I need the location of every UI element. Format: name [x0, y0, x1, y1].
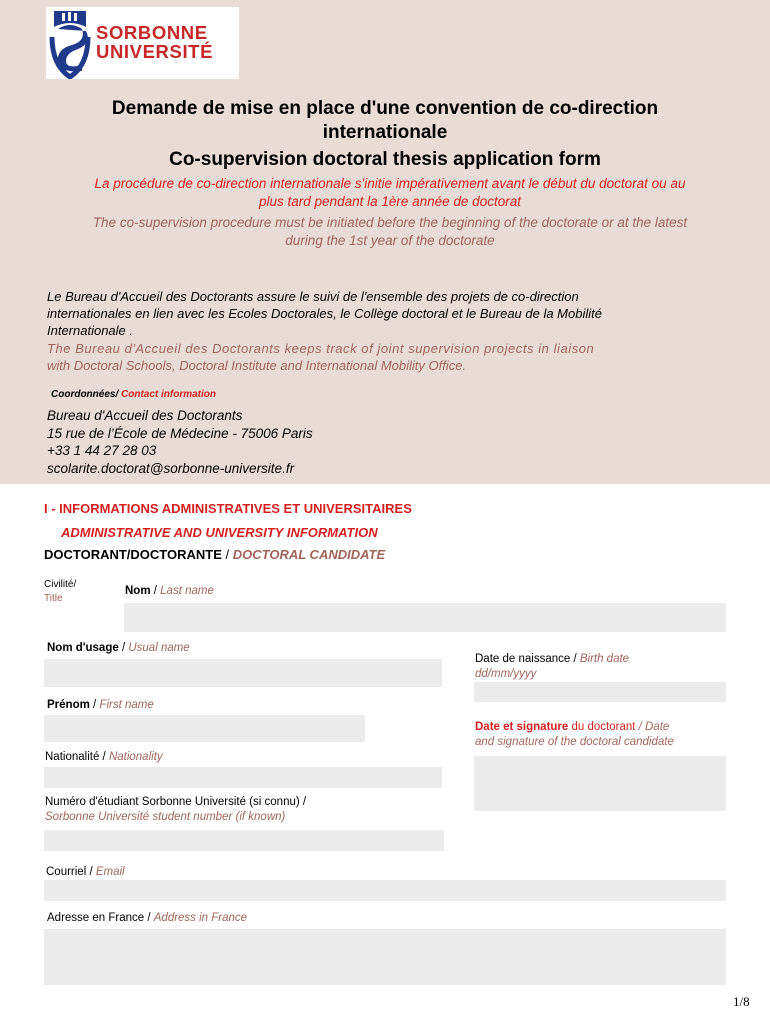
birthdate-field[interactable] [474, 682, 726, 702]
address-label-en: Address in France [153, 912, 248, 924]
signature-label-fr-bold: Date et signature [475, 721, 569, 733]
email-field[interactable] [44, 880, 726, 901]
address-field[interactable] [44, 929, 726, 985]
candidate-subheading [44, 547, 385, 562]
studentnum-field[interactable] [44, 830, 444, 851]
nationality-label-en: Nationality [108, 751, 163, 763]
title-fr-line1: Demande de mise en place d'une convention de co-direction [111, 98, 659, 119]
firstname-field[interactable] [44, 715, 365, 742]
civility-label [44, 578, 76, 606]
nationality-label-fr: Nationalité / [45, 751, 109, 763]
nationality-field[interactable] [44, 767, 442, 788]
logo-text-line2: UNIVERSITÉ [96, 41, 214, 62]
intro-fr-line1: Le Bureau d'Accueil des Doctorants assure le suivi de l'ensemble des projets de co-direction [47, 289, 579, 304]
logo-text-line1: SORBONNE [96, 22, 208, 43]
birthdate-label [475, 652, 629, 682]
notice-en-line1: The co-supervision procedure must be initiated before the beginning of the doctorate or at the latest [92, 215, 688, 230]
usualname-field[interactable] [44, 659, 442, 687]
lastname-label-sep: / [150, 585, 161, 597]
firstname-label-sep: / [89, 699, 100, 711]
firstname-label [47, 698, 154, 713]
civility-label-fr: Civilité/ [44, 579, 77, 590]
usualname-label [47, 641, 190, 656]
title-en: Co-supervision doctoral thesis application form [169, 149, 601, 170]
civility-label-en: Title [44, 593, 63, 604]
notice-fr-line2: plus tard pendant la 1ère année de doctorat [259, 194, 521, 209]
contact-email[interactable]: scolarite.doctorat@sorbonne-universite.fr [47, 461, 295, 476]
lastname-label-en: Last name [160, 585, 214, 597]
notice-fr-line1: La procédure de co-direction internationale s'initie impérativement avant le début du doctorat ou au [94, 176, 686, 191]
address-line1: Bureau d'Accueil des Doctorants [47, 408, 243, 423]
contact-label-fr: Coordonnées/ [51, 389, 119, 400]
intro-fr-line2: internationales en lien avec les Ecoles Doctorales, le Collège doctoral et le Bureau de la Mobilité [47, 306, 602, 321]
address-line3: +33 1 44 27 28 03 [47, 443, 157, 458]
studentnum-label [45, 795, 306, 825]
address-label [47, 911, 247, 926]
usualname-label-sep: / [118, 642, 129, 654]
candidate-subheading-en: DOCTORAL CANDIDATE [232, 547, 386, 562]
lastname-label-fr: Nom [125, 585, 151, 597]
signature-label [475, 720, 735, 750]
nationality-label [45, 750, 163, 765]
section-title-fr: I - INFORMATIONS ADMINISTRATIVES ET UNIVERSITAIRES [44, 501, 412, 516]
lastname-label [125, 584, 214, 599]
address-line2: 15 rue de l’École de Médecine - 75006 Paris [47, 426, 313, 441]
email-label [46, 865, 125, 880]
studentnum-label-en: Sorbonne Université student number (if known) [45, 811, 286, 823]
section-title-en: ADMINISTRATIVE AND UNIVERSITY INFORMATION [61, 525, 378, 540]
address-label-fr: Adresse en France / [47, 912, 154, 924]
usualname-label-en: Usual name [128, 642, 190, 654]
studentnum-label-fr: Numéro d'étudiant Sorbonne Université (si connu) / [45, 796, 307, 808]
signature-label-fr-rest: du doctorant [568, 721, 636, 733]
intro-en-line1: The Bureau d'Accueil des Doctorants keeps track of joint supervision projects in liaison [47, 341, 595, 356]
sorbonne-emblem-icon [46, 7, 94, 79]
birthdate-label-fr: Date de naissance / [475, 653, 580, 665]
signature-field[interactable] [474, 756, 726, 811]
candidate-subheading-sep: / [221, 547, 233, 562]
firstname-label-en: First name [99, 699, 154, 711]
intro-en-line2: with Doctoral Schools, Doctoral Institute and International Mobility Office. [47, 358, 467, 373]
title-fr-line2: internationale [322, 122, 448, 143]
notice-en-line2: during the 1st year of the doctorate [285, 233, 495, 248]
sorbonne-logo [46, 7, 239, 79]
contact-label [51, 389, 216, 400]
usualname-label-fr: Nom d'usage [47, 642, 119, 654]
firstname-label-fr: Prénom [47, 699, 90, 711]
intro-fr-line3: Internationale . [47, 323, 134, 338]
candidate-subheading-fr: DOCTORANT/DOCTORANTE [44, 547, 222, 562]
signature-label-en-2: and signature of the doctoral candidate [475, 736, 674, 748]
email-label-fr: Courriel / [46, 866, 96, 878]
birthdate-format: dd/mm/yyyy [475, 668, 537, 680]
signature-label-en-1: / Date [635, 721, 670, 733]
page-number: 1/8 [733, 994, 750, 1009]
lastname-field[interactable] [124, 603, 726, 632]
contact-label-en: Contact information [118, 389, 217, 400]
email-label-en: Email [95, 866, 125, 878]
birthdate-label-en: Birth date [579, 653, 630, 665]
